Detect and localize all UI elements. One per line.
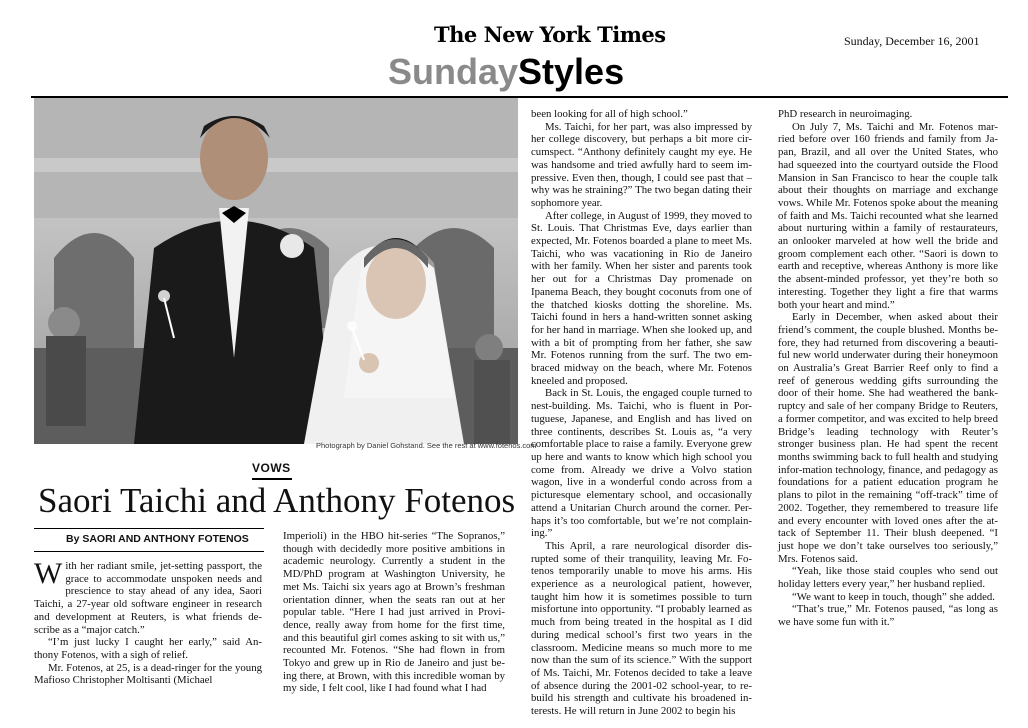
paragraph: been looking for all of high school.” [531,108,688,120]
paragraph: Imperioli) in the HBO hit-series “The Sopranos,” though with decidedly more positive ambitions in academic neurology. Currently a student in the MD/PhD program at Washington University, he met Ms. Taichi six years ago at Brown’s freshman orientation dinner, when the seats ran out at her popular table. “Here I had just arrived in Provi-dence, really away from home for the first time, and this beautiful girl comes asking to sit with us,” recounted Mr. Fotenos. “She had flown in from Tokyo and grew up in Rio de Janeiro and just be-ing there, at Brown, with this incredible woman by my side, I felt cool, like I had found what I had [283,530,505,695]
paragraph-text: ith her radiant smile, jet-setting passport, the grace to accommodate unspoken needs and prescience to stay ahead of any idea, Saori Taichi, a 27-year old software engineer in research and development at Reuters, is what friends de-scribe as a “major catch.” [34,560,262,636]
paragraph [34,557,262,636]
section-title-sunday: Sunday [388,51,519,92]
column-kicker: VOWS [252,461,291,475]
article-column-3 [531,108,752,718]
paragraph: “That’s true,” Mr. Fotenos paused, “as long as we have some fun with it.” [778,603,998,629]
article-column-4 [778,108,998,629]
section-title [388,52,624,92]
paragraph: On July 7, Ms. Taichi and Mr. Fotenos mar-ried before over 160 friends and family from Ja-pan, Brazil, and all over the United States, who had squeezed into the courtyard outside the Flood Mansion in San Francisco to hear the couple talk about their thoughts on marriage and exchange vows. While Mr. Fotenos spoke about the meaning of faith and Ms. Taichi recounted what she learned about nurturing within a family of restaurateurs, an onlooker marveled at how well the bride and groom complement each other. “Saori is down to earth and receptive, whereas Anthony is more like the absent-minded professor, yet they’re both so interesting. Together they light a fire that warms both your heart and mind.” [778,120,998,311]
paragraph: After college, in August of 1999, they moved to St. Louis. That Christmas Eve, days earlier than expected, Mr. Fotenos boarded a plane to meet Ms. Taichi, who was vacationing in Rio de Janeiro with her family. When her sister and parents took her out for a Christmas Day promenade on Ipanema Beach, they bought coconuts from one of the thatched kiosks dotting the shoreline. Ms. Taichi found in hers a hand-written sonnet asking for her hand in marriage. When she looked up, and with a bit of prompting from her father, she saw Mr. Fotenos running from the surf. The two em-braced midway on the beach, where Mr. Fotenos kneeled and proposed. [531,209,752,387]
wedding-photo [34,98,518,444]
drop-cap: W [34,557,63,590]
paragraph: Ms. Taichi, for her part, was also impressed by her college discovery, but perhaps a bit more cir-cumspect. “Anthony definitely caught my eye. He was handsome and tried awfully hard to seem im-pressive. Even then, though, I could see past that – why was he straining?” The two began dating their sophomore year. [531,120,752,209]
article-byline: By SAORI AND ANTHONY FOTENOS [66,533,249,545]
article-column-2 [283,530,505,695]
paragraph: “I’m just lucky I caught her early,” said An-thony Fotenos, with a sigh of relief. [34,636,262,661]
paragraph: Back in St. Louis, the engaged couple turned to nest-building. Ms. Taichi, who is fluent in Por-tuguese, Japanese, and English and has lived on three continents, describes St. Louis as, “a very comfortable place to raise a family. Everyone grew up here and wants to know which high school you come from. Already we drive a Volvo station wagon, live in a wonderful condo across from a picturesque elementary school, and occasionally attend a Unitarian Church around the corner. Per-haps it’s too comfortable, but we’re not complain-ing.” [531,387,752,540]
dateline: Sunday, December 16, 2001 [844,34,980,48]
paragraph: Early in December, when asked about their friend’s comment, the couple blushed. Months be-fore, they had returned from discovering a beauti-ful new world underwater during their honeymoon on Australia’s Great Barrier Reef only to find a reef of generous wedding gifts surrounding the door of their home. She had weathered the bank-ruptcy and sale of her company Bridge to Reuters, a former competitor, and was excited to help breed Bridge’s leading technology with Reuter’s stronger business plan. He had spent the recent months swimming back to full health and studying infor-mation technology, finance, and pedagogy as foundations for a patient education program he plans to pilot in the remaining “off-track” time of 2002. Together, they remembered to treasure life and every encounter with loved ones after the at-tack of September 11. Their blush deepened. “I just hope we don’t take ourselves too seriously,” Mrs. Fotenos said. [778,311,998,565]
section-title-styles: Styles [518,51,625,92]
byline-rule-bottom [34,551,264,552]
photo-credit: Photograph by Daniel Gohstand. See the rest at www.fotenos.com [316,441,537,450]
paragraph: “We want to keep in touch, though” she added. [792,590,996,603]
article-column-1 [34,557,262,687]
article-headline: Saori Taichi and Anthony Fotenos [38,481,516,520]
paragraph: This April, a rare neurological disorder dis-rupted some of their tranquility, leaving Mr. Fo-tenos temporarily unable to move his arms. His experience as a neurological patient, however, taught him how it is sometimes possible to turn misfortune into opportunity. “I probably learned as much from being treated in the hospital as I did during medical school’s first two years in the classroom. Medicine means so much more to me now than the sum of its science.” With the support of Ms. Taichi, Mr. Fotenos decided to take a leave of absence during the 2001-02 school-year, to re-build his strength and cultivate his broadened in-terests. He will return in June 2002 to begin his [531,539,752,718]
paragraph: “Yeah, like those staid couples who send out holiday letters every year,” her husband replied. [778,565,998,591]
paragraph: PhD research in neuroimaging. [778,108,913,120]
paragraph: Mr. Fotenos, at 25, is a dead-ringer for the young Mafioso Christopher Moltisanti (Michael [34,661,262,687]
byline-rule-top [34,528,264,529]
newspaper-masthead: The New York Times [434,22,666,47]
